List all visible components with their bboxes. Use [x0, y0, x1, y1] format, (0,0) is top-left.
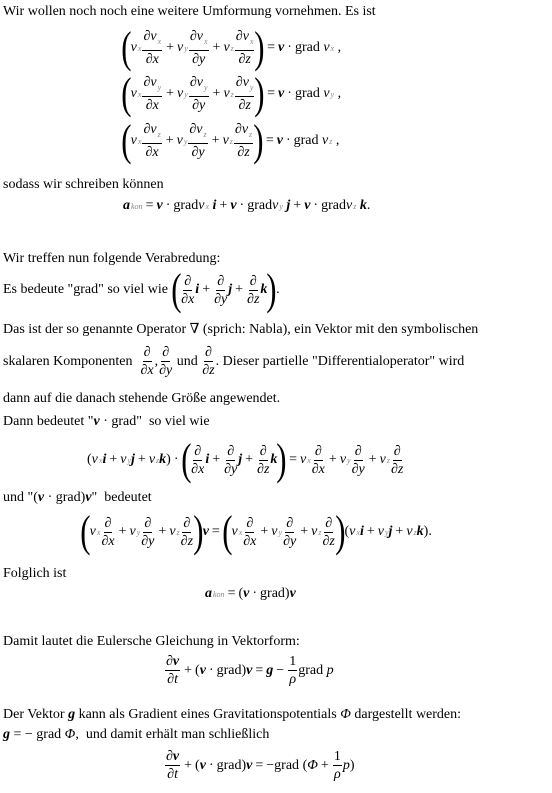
equation-vx: ( v x $\frac{\partial v_x}{\partial x}$ + v y $\frac{\partial v_x}{\partial y}$ + v z $\frac{\partial v_x}{\partial z}$ ) = v · grad v x , — [121, 23, 342, 72]
paragraph-v-grad-v: und "(v · grad)v" bedeutet — [3, 490, 152, 505]
paragraph-verabredung: Wir treffen nun folgende Verabredung: — [3, 251, 221, 266]
paragraph-g-grad-phi: g = − grad Φ, und damit erhält man schließlich — [3, 727, 270, 742]
paragraph-komponenten: skalaren Komponenten $\frac{\partial}{\partial x}$ , $\frac{\partial}{\partial y}$ und $\frac{\partial}{\partial z}$ . Dieser partielle "Differentialoperator" wird — [3, 345, 465, 378]
equation-v-grad-v: ( v x $\frac{\partial}{\partial x}$ + v y $\frac{\partial}{\partial y}$ + v z $\frac{\partial}{\partial z}$ ) v = ( v x $\frac{\partial}{\partial x}$ + v y $\frac{\partial}{\partial y}$ + v z $\frac{\partial}{\partial z}$ ) ( v x i + v y j + v z k ). — [80, 507, 432, 556]
equation-v-grad: ( v x i + v y j + v z k ) · ( $\frac{\partial}{\partial x}$ i + $\frac{\partial}{\partial y}$ j + $\frac{\partial}{\partial z}$ k ) = v x $\frac{\partial}{\partial x}$ + v y $\frac{\partial}{\partial y}$ + v z $\frac{\partial}{\partial z}$ — [87, 435, 404, 484]
equation-akon-compact: a kon = ( v · grad) v — [205, 586, 296, 601]
equation-vy: ( v x $\frac{\partial v_y}{\partial x}$ + v y $\frac{\partial v_y}{\partial y}$ + v z $\frac{\partial v_y}{\partial z}$ ) = v · grad v y , — [121, 69, 342, 118]
differentialoperator-text: . Dieser partielle "Differentialoperator" wird — [215, 353, 465, 369]
komponenten-text: skalaren Komponenten — [3, 353, 133, 369]
grad-definition-text: Es bedeute "grad" so viel wie — [3, 282, 168, 297]
paragraph-folglich: Folglich ist — [3, 566, 67, 581]
paragraph-sodass: sodass wir schreiben können — [3, 177, 164, 192]
equation-vz: ( v x $\frac{\partial v_z}{\partial x}$ + v y $\frac{\partial v_z}{\partial y}$ + v z $\frac{\partial v_z}{\partial z}$ ) = v · grad v z , — [121, 116, 340, 165]
paragraph-v-grad: Dann bedeutet "v · grad" so viel wie — [3, 414, 210, 429]
paragraph-angewendet: dann auf die danach stehende Größe angewendet. — [3, 391, 281, 406]
equation-euler: $\frac{\partial v}{\partial t}$ + ( v · grad) v = g − $\frac{1}{\rho}$ grad p — [166, 654, 334, 687]
paragraph-intro: Wir wollen noch noch eine weitere Umformung vornehmen. Es ist — [3, 4, 376, 19]
paragraph-vektor-g: Der Vektor g kann als Gradient eines Gravitationspotentials Φ dargestellt werden: — [3, 707, 462, 722]
equation-final: $\frac{\partial v}{\partial t}$ + ( v · grad) v = −grad ( Φ + $\frac{1}{\rho}$ p ) — [166, 749, 355, 782]
paragraph-nabla: Das ist der so genannte Operator ∇ (sprich: Nabla), ein Vektor mit den symbolischen — [3, 322, 479, 337]
equation-grad-definition: Es bedeute "grad" so viel wie ( $\frac{\partial}{\partial x}$ i + $\frac{\partial}{\partial y}$ j + $\frac{\partial}{\partial z}$ k ) . — [3, 265, 280, 314]
equation-akon: a kon = v · grad v x i + v · grad v y j + v · grad v z k . — [123, 198, 371, 213]
und-text: und — [176, 353, 198, 369]
paragraph-euler: Damit lautet die Eulersche Gleichung in Vektorform: — [3, 634, 300, 649]
